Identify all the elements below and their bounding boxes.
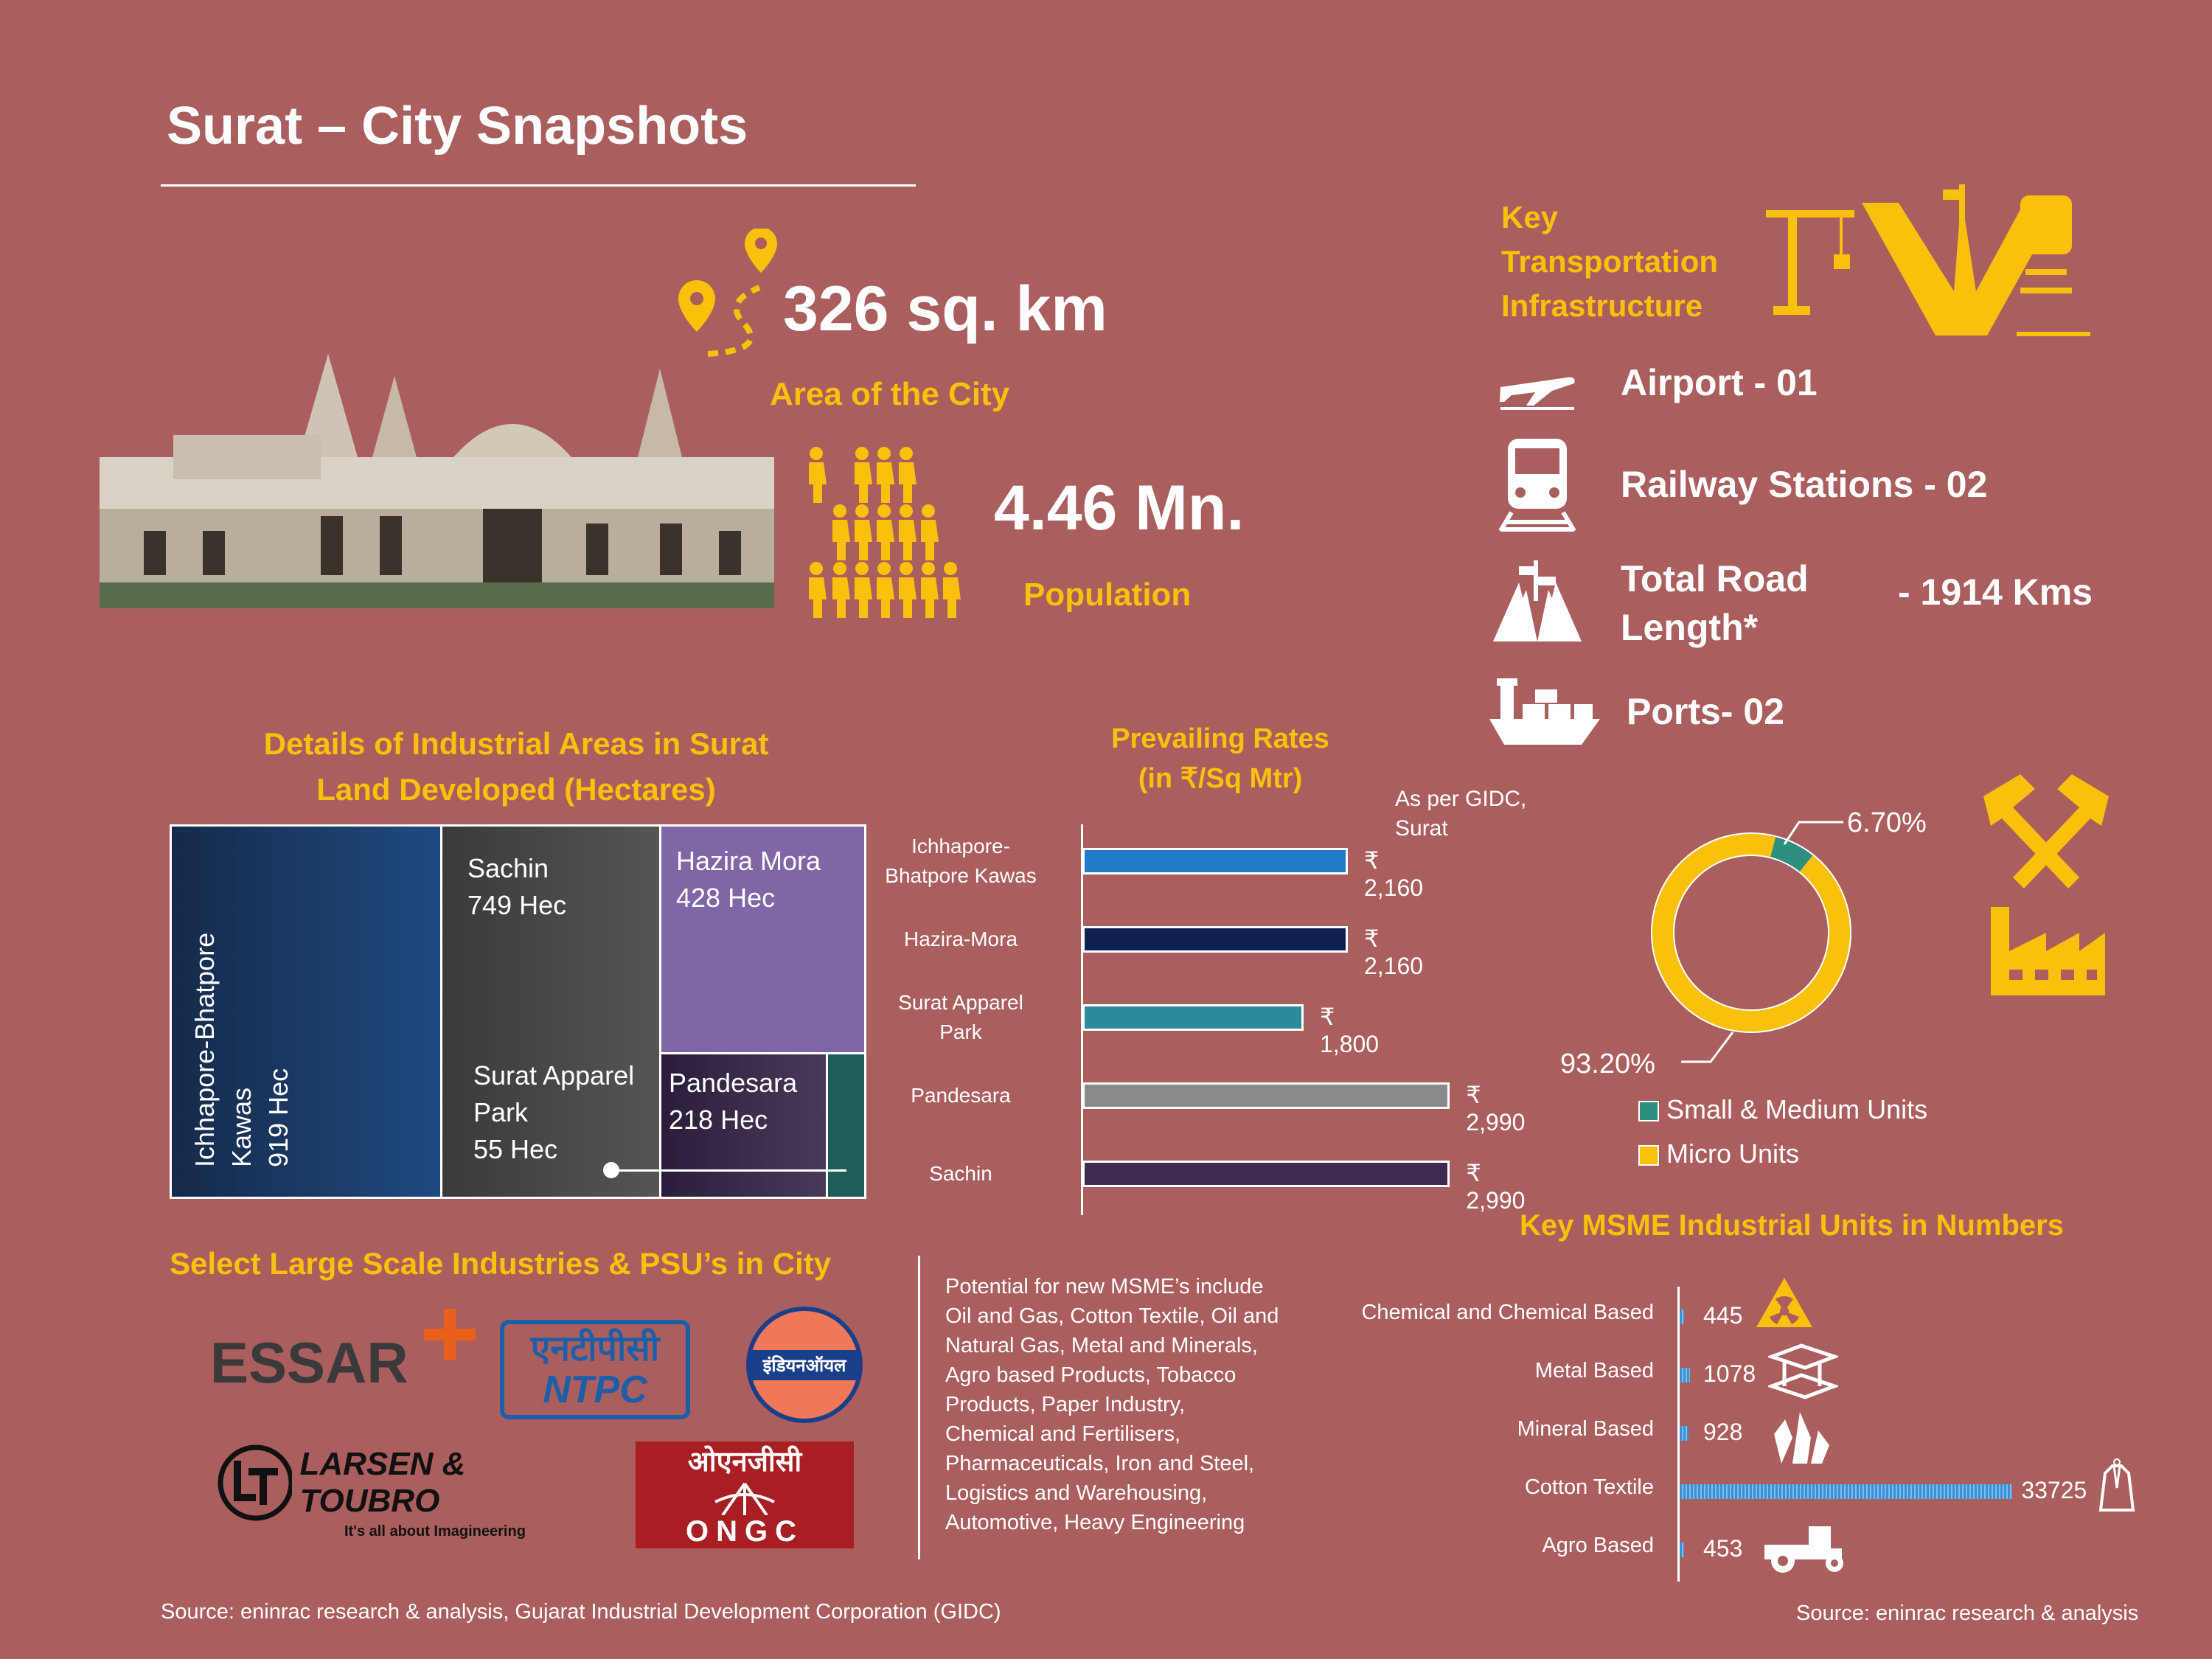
potential-line: Products, Paper Industry, <box>945 1393 1186 1416</box>
area-label: Area of the City <box>770 376 1010 412</box>
rates-category-line: Pandesara <box>911 1084 1011 1107</box>
ongc-text: ONGC <box>686 1515 804 1548</box>
road-icon <box>1489 560 1585 645</box>
rates-bar <box>1082 1082 1450 1109</box>
airport-count: Airport - 01 <box>1621 362 1818 403</box>
shirt-icon <box>2098 1458 2136 1517</box>
msme-bar-value: 33725 <box>2021 1477 2087 1503</box>
rates-bar-value: ₹ 2,990 <box>1466 1160 1526 1214</box>
rates-note-line: Surat <box>1395 816 1448 841</box>
rates-category-line: Park <box>939 1020 982 1043</box>
indianoil-text: इंडियनऑयल <box>751 1350 858 1380</box>
rates-category-label <box>861 1159 1060 1189</box>
ntpc-hindi-text: एनटीपीसी <box>530 1329 660 1368</box>
industrial-areas-title-line: Details of Industrial Areas in Surat <box>263 726 769 761</box>
msme-title: Key MSME Industrial Units in Numbers <box>1520 1209 2064 1242</box>
road-label-line: Total Road <box>1621 558 1809 599</box>
hammer-factory-icon <box>1976 767 2116 999</box>
vertical-divider <box>918 1256 920 1559</box>
location-pins-icon <box>656 229 789 361</box>
treemap-cell-label: Kawas <box>226 1087 257 1167</box>
treemap-cell-hazira-mora <box>659 824 866 1054</box>
msme-category-label: Mineral Based <box>1517 1417 1654 1441</box>
tractor-icon <box>1761 1515 1853 1574</box>
ongc-logo <box>636 1441 854 1548</box>
treemap-cell-ichhapore <box>170 824 442 1199</box>
potential-line: Potential for new MSME’s include <box>945 1275 1264 1298</box>
treemap-cell-value: 55 Hec <box>473 1134 558 1164</box>
transport-heading-line: Infrastructure <box>1501 288 1703 323</box>
train-icon <box>1497 435 1578 535</box>
donut-leader-lines <box>1674 811 1858 1069</box>
source-right: Source: eninrac research & analysis <box>1796 1601 2139 1625</box>
rates-category-line: Ichhapore- <box>911 835 1010 858</box>
msme-category-label: Agro Based <box>1542 1534 1654 1557</box>
msme-category-label: Cotton Textile <box>1524 1475 1654 1499</box>
temple-image <box>100 347 774 608</box>
prevailing-rates-title <box>1077 719 1364 799</box>
essar-logo <box>206 1305 487 1401</box>
rates-category-label <box>861 1081 1060 1110</box>
callout-line <box>612 1169 846 1172</box>
treemap-cell-value: 428 Hec <box>676 883 776 913</box>
larsen-toubro-logo <box>215 1441 599 1541</box>
msme-bar <box>1680 1543 1684 1557</box>
lt-emblem-icon <box>215 1442 292 1523</box>
airplane-icon <box>1497 361 1578 413</box>
legend-swatch <box>1638 1145 1659 1166</box>
treemap-cell-value: 218 Hec <box>669 1105 768 1135</box>
potential-line: Oil and Gas, Cotton Textile, Oil and <box>945 1304 1279 1328</box>
potential-line: Natural Gas, Metal and Minerals, <box>945 1334 1258 1357</box>
area-value: 326 sq. km <box>783 274 1107 344</box>
legend-label: Micro Units <box>1666 1138 1800 1169</box>
rates-category-label <box>861 988 1060 1047</box>
ports-count: Ports- 02 <box>1627 691 1784 732</box>
transport-heading-line: Transportation <box>1501 244 1719 279</box>
road-length-label <box>1621 554 1809 652</box>
potential-msme-text <box>945 1272 1279 1537</box>
potential-line: Logistics and Warehousing, <box>945 1481 1208 1505</box>
title-underline <box>161 184 916 187</box>
prevailing-rates-title-line: Prevailing Rates <box>1111 723 1329 754</box>
hazard-icon <box>1755 1274 1814 1333</box>
industrial-areas-title <box>192 721 841 813</box>
ship-icon <box>1486 675 1604 748</box>
treemap-cell-label: Pandesara <box>669 1068 798 1098</box>
rates-bar-value: ₹ 1,800 <box>1320 1004 1380 1057</box>
legend-small-medium <box>1638 1094 1927 1125</box>
metal-beam-icon <box>1768 1342 1838 1408</box>
transport-heading <box>1501 195 1718 328</box>
transport-heading-line: Key <box>1501 200 1559 234</box>
donut-label-small-medium: 6.70% <box>1847 807 1927 838</box>
treemap-cell-label: Hazira Mora <box>676 846 821 876</box>
legend-swatch <box>1638 1101 1659 1121</box>
msme-bar-value: 1078 <box>1703 1360 1756 1387</box>
rates-category-label <box>861 832 1060 891</box>
rates-category-line: Hazira-Mora <box>903 928 1018 950</box>
potential-line: Agro based Products, Tobacco <box>945 1363 1237 1387</box>
ntpc-logo <box>500 1320 690 1419</box>
road-label-line: Length* <box>1621 607 1759 648</box>
treemap-cell-label: Park <box>473 1097 529 1127</box>
lt-tagline: It's all about Imagineering <box>344 1523 526 1540</box>
lt-text: LARSEN & TOUBRO <box>299 1446 466 1519</box>
rates-bar-value: ₹ 2,160 <box>1364 925 1424 979</box>
msme-bar <box>1680 1484 2012 1499</box>
potential-line: Chemical and Fertilisers, <box>945 1422 1181 1446</box>
ongc-hindi-text: ओएनजीसी <box>687 1447 802 1478</box>
rates-category-line: Surat Apparel <box>898 991 1023 1014</box>
potential-line: Pharmaceuticals, Iron and Steel, <box>945 1452 1255 1475</box>
essar-logo-text: ESSAR <box>210 1330 408 1395</box>
rates-category-line: Bhatpore Kawas <box>885 864 1037 887</box>
rates-note-line: As per GIDC, <box>1395 787 1527 811</box>
large-scale-title: Select Large Scale Industries & PSU’s in City <box>170 1246 832 1281</box>
msme-bar-value: 445 <box>1703 1302 1743 1329</box>
legend-label: Small & Medium Units <box>1666 1094 1928 1124</box>
msme-bar <box>1680 1310 1684 1324</box>
treemap-cell-value: 749 Hec <box>467 890 567 920</box>
treemap-cell-label: Ichhapore-Bhatpore <box>189 932 220 1167</box>
surat-apparel-park-callout <box>473 1057 634 1168</box>
indianoil-logo <box>746 1307 863 1423</box>
rates-bar <box>1082 1004 1304 1031</box>
rates-bar <box>1082 926 1348 953</box>
ongc-emblem-icon <box>700 1480 789 1515</box>
treemap-cell-label: Surat Apparel <box>473 1060 635 1091</box>
population-value: 4.46 Mn. <box>994 473 1245 543</box>
transport-infrastructure-icon <box>1766 181 2098 339</box>
rates-bar <box>1082 848 1348 874</box>
ntpc-text: NTPC <box>543 1368 647 1411</box>
rates-bar-value: ₹ 2,160 <box>1364 847 1424 901</box>
prevailing-rates-title-line: (in ₹/Sq Mtr) <box>1138 763 1303 794</box>
rates-category-label <box>861 925 1060 954</box>
population-icon <box>807 446 970 619</box>
rates-bar-value: ₹ 2,990 <box>1466 1082 1526 1135</box>
population-label: Population <box>1023 577 1192 613</box>
msme-category-label: Metal Based <box>1534 1359 1654 1382</box>
potential-line: Automotive, Heavy Engineering <box>945 1511 1245 1534</box>
rates-bar <box>1082 1161 1450 1187</box>
railway-count: Railway Stations - 02 <box>1621 464 1988 505</box>
msme-category-label: Chemical and Chemical Based <box>1361 1301 1654 1324</box>
msme-bar <box>1680 1368 1690 1382</box>
industrial-areas-title-line: Land Developed (Hectares) <box>316 772 716 807</box>
legend-micro <box>1638 1138 1799 1169</box>
treemap-cell-label: Sachin <box>467 853 549 883</box>
msme-bar-value: 453 <box>1703 1535 1743 1562</box>
mineral-crystal-icon <box>1767 1408 1833 1467</box>
road-length-value: - 1914 Kms <box>1898 571 2093 613</box>
rates-category-line: Sachin <box>929 1162 992 1185</box>
industrial-areas-treemap <box>170 824 866 1199</box>
essar-logo-graphic <box>206 1305 487 1401</box>
treemap-cell-pandesara <box>659 1052 828 1199</box>
rates-source-note <box>1395 785 1526 844</box>
source-left: Source: eninrac research & analysis, Gujarat Industrial Development Corporation (GIDC) <box>161 1600 1001 1624</box>
msme-bar <box>1680 1426 1688 1441</box>
treemap-cell-value: 919 Hec <box>263 1068 293 1167</box>
msme-bar-value: 928 <box>1703 1419 1743 1445</box>
treemap-cell-surat-apparel-park <box>826 1052 866 1199</box>
page-title: Surat – City Snapshots <box>167 97 748 156</box>
donut-label-micro: 93.20% <box>1560 1048 1655 1079</box>
